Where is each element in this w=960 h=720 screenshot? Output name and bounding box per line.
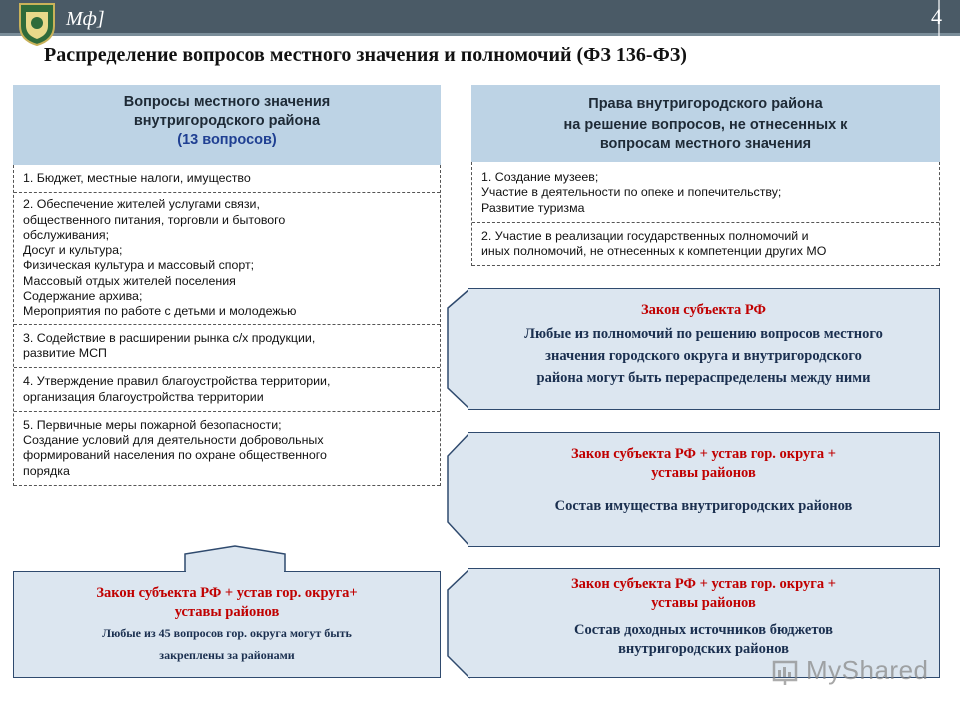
item-line: 5. Первичные меры пожарной безопасности; xyxy=(23,417,282,432)
left-heading-line2: внутригородского района xyxy=(133,113,321,129)
law-box-1-line3: района могут быть перераспределены между ними xyxy=(536,370,871,386)
header-bar xyxy=(0,0,960,33)
right-heading-line2: на решение вопросов, не отнесенных к xyxy=(563,117,848,133)
law-box-1 xyxy=(468,288,940,410)
item-line: 3. Содействие в расширении рынка с/х продукции, xyxy=(23,330,316,345)
law-box-3-title1: Закон субъекта РФ + устав гор. округа+ xyxy=(96,585,358,601)
law-box-2-title1: Закон субъекта РФ + устав гор. округа + xyxy=(571,446,836,462)
law-box-2-title2: уставы районов xyxy=(651,465,756,481)
left-column-header xyxy=(13,85,441,165)
law-box-1-line2: значения городского округа и внутригородского xyxy=(545,348,862,364)
list-item xyxy=(472,162,939,223)
law-box-3-title2: уставы районов xyxy=(174,604,280,620)
page-number: 4 xyxy=(931,4,942,29)
law-box-2-text: Состав имущества внутригородских районов xyxy=(554,498,853,514)
slide-title: Распределение вопросов местного значения и полномочий (ФЗ 136-ФЗ) xyxy=(44,44,687,66)
item-line: 2. Обеспечение жителей услугами связи, xyxy=(23,197,260,212)
watermark-icon xyxy=(772,660,800,686)
law-box-3 xyxy=(13,571,441,678)
item-line: Создание условий для деятельности добровольных xyxy=(23,433,324,448)
emblem-icon xyxy=(16,2,58,46)
item-line: 2. Участие в реализации государственных полномочий и xyxy=(481,228,809,243)
item-line: Участие в деятельности по опеке и попечительству; xyxy=(481,185,782,200)
item-line: общественного питания, торговли и бытового xyxy=(23,212,286,227)
law-box-3-text2: закреплены за районами xyxy=(159,648,295,662)
law-box-3-text1: Любые из 45 вопросов гор. округа могут быть xyxy=(102,626,352,640)
header-accent xyxy=(0,33,960,36)
list-item xyxy=(472,223,939,267)
brand-label: Мф] xyxy=(66,8,105,30)
law-box-1-title: Закон субъекта РФ xyxy=(641,302,766,318)
right-heading-line3: вопросам местного значения xyxy=(599,136,812,152)
law-box-2 xyxy=(468,432,940,547)
item-line: 1. Бюджет, местные налоги, имущество xyxy=(23,171,251,185)
left-heading-line1: Вопросы местного значения xyxy=(123,94,331,110)
list-item xyxy=(14,412,440,486)
list-item xyxy=(14,165,440,193)
list-item xyxy=(14,193,440,324)
right-heading-line1: Права внутригородского района xyxy=(588,96,823,112)
law-box-4-title1: Закон субъекта РФ + устав гор. округа + xyxy=(571,576,836,592)
district-rights-list xyxy=(471,162,940,266)
item-line: Массовый отдых жителей поселения xyxy=(23,273,236,288)
item-line: Содержание архива; xyxy=(23,289,143,304)
right-column-header xyxy=(471,85,940,162)
item-line: организация благоустройства территории xyxy=(23,389,264,404)
item-line: Развитие туризма xyxy=(481,200,585,215)
item-line: порядка xyxy=(23,463,70,478)
item-line: 4. Утверждение правил благоустройства территории, xyxy=(23,374,331,389)
item-line: Мероприятия по работе с детьми и молодежью xyxy=(23,304,297,319)
local-issues-list xyxy=(13,165,441,486)
law-box-4-title2: уставы районов xyxy=(651,595,756,611)
item-line: Физическая культура и массовый спорт; xyxy=(23,258,255,273)
law-box-3-arrow-cover xyxy=(186,569,284,573)
list-item xyxy=(14,325,440,369)
law-box-4-text1: Состав доходных источников бюджетов xyxy=(573,622,834,638)
list-item xyxy=(14,368,440,412)
left-heading-count: (13 вопросов) xyxy=(177,132,277,148)
item-line: 1. Создание музеев; xyxy=(481,170,599,184)
item-line: Досуг и культура; xyxy=(23,243,123,258)
watermark-text: MyShared xyxy=(806,655,929,685)
item-line: обслуживания; xyxy=(23,227,110,242)
law-box-1-line1: Любые из полномочий по решению вопросов местного xyxy=(524,326,883,342)
law-box-4-text2: внутригородских районов xyxy=(618,641,789,657)
item-line: развитие МСП xyxy=(23,345,107,360)
item-line: иных полномочий, не отнесенных к компетенции других МО xyxy=(481,244,827,259)
item-line: формирований населения по охране общественного xyxy=(23,448,327,463)
